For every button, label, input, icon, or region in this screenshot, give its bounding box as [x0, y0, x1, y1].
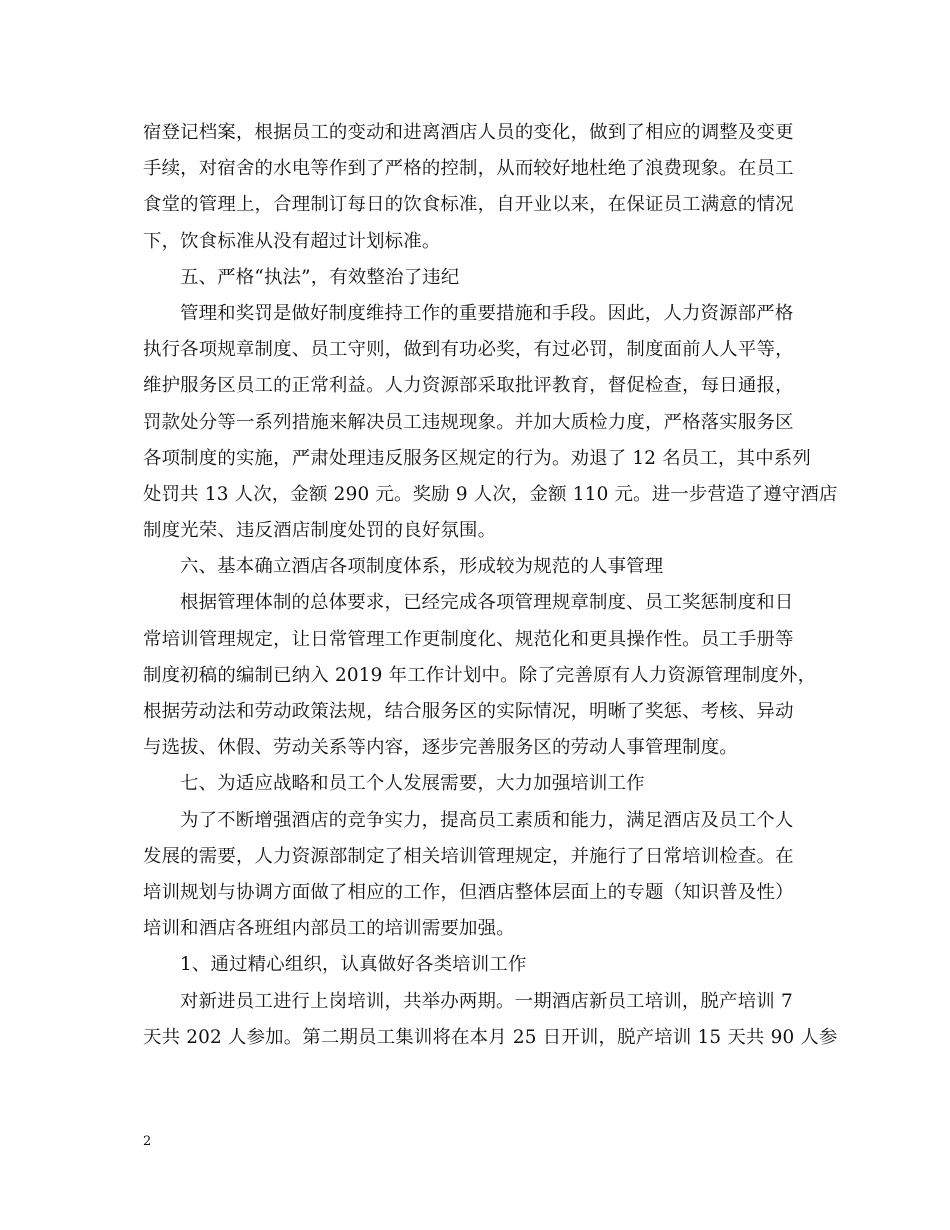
body-line: 培训和酒店各班组内部员工的培训需要加强。: [143, 918, 515, 940]
body-line: 宿登记档案，根据员工的变动和进离酒店人员的变化，做到了相应的调整及变更: [143, 122, 794, 143]
body-line: 根据管理体制的总体要求，已经完成各项管理规章制度、员工奖惩制度和日: [180, 592, 794, 614]
section-heading: 六、基本确立酒店各项制度体系，形成较为规范的人事管理: [180, 556, 664, 578]
body-line: 培训规划与协调方面做了相应的工作，但酒店整体层面上的专题（知识普及性）: [143, 881, 794, 903]
document-body: [143, 115, 838, 1056]
section-heading: 七、为适应战略和员工个人发展需要，大力加强培训工作: [180, 773, 645, 795]
body-line: 手续，对宿舍的水电等作到了严格的控制，从而较好地杜绝了浪费现象。在员工: [143, 158, 794, 180]
body-line: 与选拔、休假、劳动关系等内容，逐步完善服务区的劳动人事管理制度。: [143, 737, 738, 759]
body-line: 制度光荣、违反酒店制度处罚的良好氛围。: [143, 520, 497, 542]
body-line: 对新进员工进行上岗培训，共举办两期。一期酒店新员工培训，脱产培训 7: [180, 990, 793, 1012]
section-heading: 五、严格“执法”，有效整治了违纪: [180, 266, 460, 288]
body-line: 天共 202 人参加。第二期员工集训将在本月 25 日开训，脱产培训 15 天共 90 人参: [143, 1026, 838, 1048]
body-line: 罚款处分等一系列措施来解决员工违规现象。并加大质检力度，严格落实服务区: [143, 411, 794, 433]
body-line: 根据劳动法和劳动政策法规，结合服务区的实际情况，明晰了奖惩、考核、异动: [143, 701, 794, 722]
body-line: 制度初稿的编制已纳入 2019 年工作计划中。除了完善原有人力资源管理制度外，: [143, 664, 817, 686]
body-line: 管理和奖罚是做好制度维持工作的重要措施和手段。因此，人力资源部严格: [180, 302, 794, 324]
body-line: 食堂的管理上，合理制订每日的饮食标准，自开业以来，在保证员工满意的情况: [143, 194, 794, 216]
subsection-heading: 1、通过精心组织，认真做好各类培训工作: [180, 954, 527, 976]
body-line: 执行各项规章制度、员工守则，做到有功必奖，有过必罚，制度面前人人平等，: [143, 339, 794, 361]
body-line: 常培训管理规定，让日常管理工作更制度化、规范化和更具操作性。员工手册等: [143, 628, 794, 650]
body-line: 下，饮食标准从没有超过计划标准。: [143, 230, 441, 252]
page-number: 2: [143, 1134, 152, 1149]
body-line: 发展的需要，人力资源部制定了相关培训管理规定，并施行了日常培训检查。在: [143, 845, 794, 867]
body-line: 各项制度的实施，严肃处理违反服务区规定的行为。劝退了 12 名员工，其中系列: [143, 447, 811, 469]
body-line: 为了不断增强酒店的竞争实力，提高员工素质和能力，满足酒店及员工个人: [180, 809, 794, 831]
body-line: 处罚共 13 人次，金额 290 元。奖励 9 人次，金额 110 元。进一步营造了遵守酒店: [143, 483, 838, 505]
body-line: 维护服务区员工的正常利益。人力资源部采取批评教育，督促检查，每日通报，: [143, 375, 794, 397]
